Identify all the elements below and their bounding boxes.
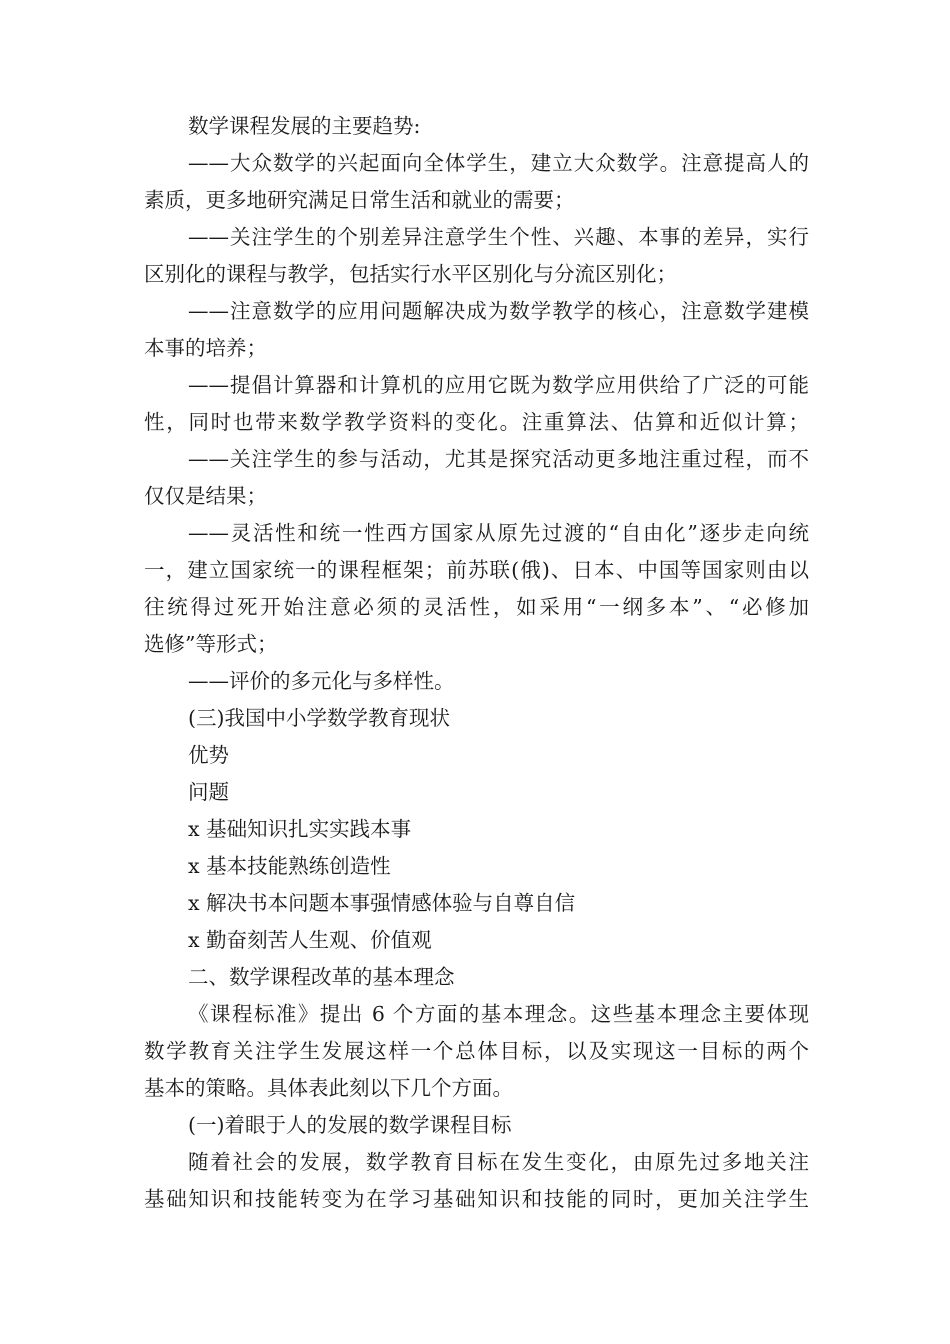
document-body [144, 108, 809, 1218]
text-line: ——评价的多元化与多样性。 [188, 669, 455, 693]
list-item: x 勤奋刻苦人生观、价值观 [188, 928, 432, 952]
section-heading: (三)我国中小学数学教育现状 [188, 706, 450, 730]
text-line: 基础知识和技能转变为在学习基础知识和技能的同时，更加关注学生 [144, 1187, 809, 1211]
section-heading: (一)着眼于人的发展的数学课程目标 [188, 1113, 512, 1137]
text-line: ——灵活性和统一性西方国家从原先过渡的“自由化”逐步走向统 [188, 521, 809, 545]
text-line: 仅仅是结果； [144, 484, 267, 508]
text-line: 优势 [188, 743, 229, 767]
text-line: 本事的培养； [144, 336, 267, 360]
text-line: 性，同时也带来数学教学资料的变化。注重算法、估算和近似计算； [144, 410, 809, 434]
text-line: 一，建立国家统一的课程框架；前苏联(俄)、日本、中国等国家则由以 [144, 558, 809, 582]
text-line: ——提倡计算器和计算机的应用它既为数学应用供给了广泛的可能 [188, 373, 809, 397]
text-line: 《课程标准》提出 6 个方面的基本理念。这些基本理念主要体现 [188, 1002, 809, 1026]
text-line: ——关注学生的个别差异注意学生个性、兴趣、本事的差异，实行 [188, 225, 809, 249]
text-line: 区别化的课程与教学，包括实行水平区别化与分流区别化； [144, 262, 677, 286]
text-line: ——注意数学的应用问题解决成为数学教学的核心，注意数学建模 [188, 299, 809, 323]
list-item: x 基本技能熟练创造性 [188, 854, 391, 878]
section-heading: 二、数学课程改革的基本理念 [188, 965, 455, 989]
text-line: ——大众数学的兴起面向全体学生，建立大众数学。注意提高人的 [188, 151, 809, 175]
list-item: x 基础知识扎实实践本事 [188, 817, 412, 841]
text-line: 选修”等形式； [144, 632, 278, 656]
text-line: 数学课程发展的主要趋势: [188, 114, 421, 138]
text-line: 基本的策略。具体表此刻以下几个方面。 [144, 1076, 513, 1100]
text-line: 素质，更多地研究满足日常生活和就业的需要； [144, 188, 575, 212]
text-line: 随着社会的发展，数学教育目标在发生变化，由原先过多地关注 [188, 1150, 809, 1174]
text-line: ——关注学生的参与活动，尤其是探究活动更多地注重过程，而不 [188, 447, 809, 471]
text-line: 往统得过死开始注意必须的灵活性，如采用“一纲多本”、“必修加 [144, 595, 809, 619]
text-line: 数学教育关注学生发展这样一个总体目标，以及实现这一目标的两个 [144, 1039, 809, 1063]
text-line: 问题 [188, 780, 229, 804]
list-item: x 解决书本问题本事强情感体验与自尊自信 [188, 891, 576, 915]
